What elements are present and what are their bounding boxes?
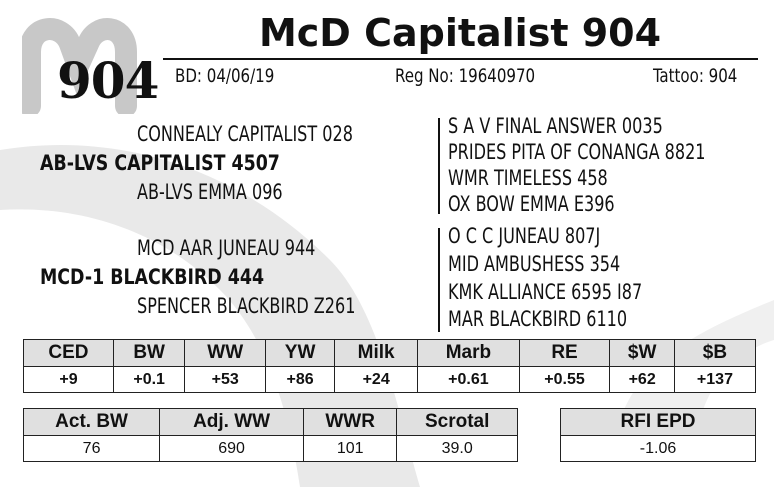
epd-header: CED (24, 340, 114, 367)
epd-value: +86 (266, 367, 335, 393)
ext-ancestor: OX BOW EMMA E396 (448, 192, 615, 216)
sire-sire: CONNEALY CAPITALIST 028 (137, 122, 353, 146)
performance-value: 76 (24, 436, 160, 462)
epd-value: +53 (185, 367, 266, 393)
performance-header: Act. BW (24, 409, 160, 436)
dam-side-bracket (438, 228, 440, 332)
epd-header: Milk (335, 340, 418, 367)
epd-value: +24 (335, 367, 418, 393)
header-divider (163, 58, 758, 60)
ext-ancestor: MID AMBUSHESS 354 (448, 252, 621, 276)
performance-value: 690 (160, 436, 304, 462)
epd-value: +0.1 (113, 367, 184, 393)
performance-value: 39.0 (397, 436, 518, 462)
ext-ancestor: KMK ALLIANCE 6595 I87 (448, 280, 643, 304)
epd-header: WW (185, 340, 266, 367)
performance-header: WWR (304, 409, 397, 436)
epd-header: Marb (418, 340, 520, 367)
birth-date: BD: 04/06/19 (175, 65, 275, 87)
ext-ancestor: O C C JUNEAU 807J (448, 224, 601, 248)
epd-header: RE (519, 340, 610, 367)
epd-header: $B (674, 340, 755, 367)
rfi-table (560, 408, 756, 462)
ext-ancestor: PRIDES PITA OF CONANGA 8821 (448, 140, 706, 164)
tattoo: Tattoo: 904 (653, 65, 738, 87)
ext-ancestor: WMR TIMELESS 458 (448, 166, 608, 190)
epd-value: +137 (674, 367, 755, 393)
epd-header: BW (113, 340, 184, 367)
lot-number: 904 (57, 51, 159, 110)
dam: MCD-1 BLACKBIRD 444 (40, 265, 265, 289)
epd-value: +62 (610, 367, 675, 393)
rfi-header: RFI EPD (561, 409, 756, 436)
epd-value: +0.61 (418, 367, 520, 393)
performance-value: 101 (304, 436, 397, 462)
dam-sire: MCD AAR JUNEAU 944 (137, 236, 316, 260)
ext-ancestor: MAR BLACKBIRD 6110 (448, 307, 628, 331)
sire-dam: AB-LVS EMMA 096 (137, 180, 283, 204)
rfi-value: -1.06 (561, 436, 756, 462)
performance-header: Scrotal (397, 409, 518, 436)
dam-dam: SPENCER BLACKBIRD Z261 (137, 294, 356, 318)
sire-side-bracket (438, 118, 440, 214)
epd-value: +0.55 (519, 367, 610, 393)
ext-ancestor: S A V FINAL ANSWER 0035 (448, 114, 663, 138)
epd-table (23, 339, 756, 393)
performance-table (23, 408, 518, 462)
animal-name: McD Capitalist 904 (258, 11, 662, 55)
epd-value: +9 (24, 367, 114, 393)
epd-header: $W (610, 340, 675, 367)
registration-number: Reg No: 19640970 (395, 65, 536, 87)
epd-header: YW (266, 340, 335, 367)
performance-header: Adj. WW (160, 409, 304, 436)
sire: AB-LVS CAPITALIST 4507 (40, 151, 280, 175)
